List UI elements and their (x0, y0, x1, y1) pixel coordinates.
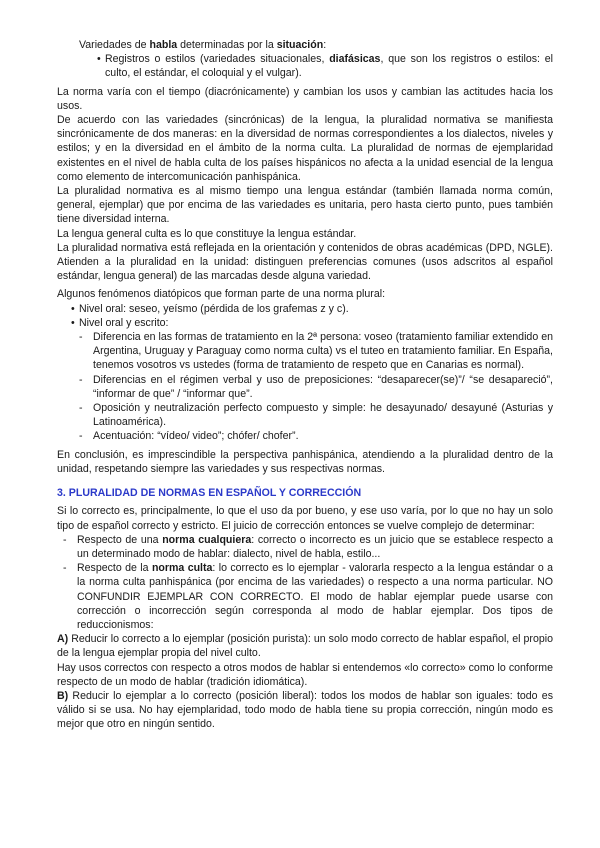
variedades-habla-line: Variedades de habla determinadas por la situación: (79, 39, 327, 51)
bullet-mark: • (97, 53, 101, 66)
list-item: - Diferencia en las formas de tratamiento en la 2ª persona: voseo (tratamiento familiar extendido en Argentina, Uruguay y Paraguay como norma culta) vs el tuteo en tratamiento familiar. En España, tenemos vosotros vs ustedes (forma de tratamiento de respeto que en Canarias es normal). (79, 331, 553, 372)
list-item: - Respecto de una norma cualquiera: correcto o incorrecto es un juicio que se establece respecto a un determinado modo de hablar: dialecto, nivel de habla, estilo... (63, 533, 553, 560)
paragraph: Hay usos correctos con respecto a otros modos de hablar si entendemos «lo correcto» como lo conforme respecto de un modo de hablar (tradición idiomática). (57, 661, 553, 688)
list-item: - Diferencias en el régimen verbal y uso de preposiciones: “desaparecer(se)”/ “se desapareció”, “informar de que” / “informar que”. (79, 373, 553, 400)
paragraph: La lengua general culta es lo que constituye la lengua estándar. (57, 227, 357, 240)
list-item: - Acentuación: “vídeo/ video”; chófer/ chofer”. (79, 430, 299, 443)
paragraph: La norma varía con el tiempo (diacrónicamente) y cambian los usos y cambian las actitudes hacia los usos. (57, 85, 553, 112)
paragraph: De acuerdo con las variedades (sincrónicas) de la lengua, la pluralidad normativa se manifiesta sincrónicamente de dos maneras: en la diversidad de normas correspondientes a los dialectos, niveles y estilos; y en la diversidad en el ámbito de la norma culta. La pluralidad de normas de ejemplaridad existentes en el nivel de habla culta de los países hispánicos no afecta a la unidad esencial de la lengua como elemento de intercomunicación panhispánica. (57, 114, 553, 183)
paragraph: Si lo correcto es, principalmente, lo que el uso da por bueno, y ese uso varía, por lo que no hay un solo tipo de español correcto y estricto. El juicio de corrección entonces se vuelve complejo de determinar: (57, 505, 553, 532)
list-item: • Nivel oral y escrito: (71, 316, 169, 329)
list-item: • Nivel oral: seseo, yeísmo (pérdida de los grafemas z y c). (71, 302, 349, 315)
paragraph: B) Reducir lo ejemplar a lo correcto (posición liberal): todos los modos de hablar son iguales: todo es válido si se usa. No hay ejemplaridad, todo modo de habla tiene su propia corrección, ningún modo es mejor que otro en ningún sentido. (57, 689, 553, 731)
document-page (57, 38, 553, 732)
list-item: - Respecto de la norma culta: lo correcto es lo ejemplar - valorarla respecto a la lengua estándar o a la norma culta panhispánica (por encima de las variedades) o respecto a una norma particular. NO CONFUNDIR EJEMPLAR CON CORRECTO. El modo de hablar ejemplar puede usarse con corrección o incorrección según corresponda al modo de hablar ejemplar. Dos tipos de reduccionismos: (63, 562, 554, 631)
section-heading: 3. PLURALIDAD DE NORMAS EN ESPAÑOL Y CORRECCIÓN (57, 487, 362, 500)
paragraph: La pluralidad normativa es al mismo tiempo una lengua estándar (también llamada norma común, general, ejemplar) que por encima de las variedades es unitaria, pero hasta cierto punto, pues también tiene diversidad interna. (57, 185, 553, 226)
paragraph: En conclusión, es imprescindible la perspectiva panhispánica, atendiendo a la pluralidad dentro de la unidad, respetando siempre las variedades y sus respectivas normas. (57, 448, 553, 475)
list-item: - Oposición y neutralización perfecto compuesto y simple: he desayunado/ desayuné (Asturias y Latinoamérica). (79, 402, 553, 429)
paragraph: Algunos fenómenos diatópicos que forman parte de una norma plural: (57, 288, 386, 301)
paragraph: A) Reducir lo correcto a lo ejemplar (posición purista): un solo modo correcto de hablar español, el propio de la lengua ejemplar propia del nivel culto. (57, 633, 553, 660)
paragraph: La pluralidad normativa está reflejada en la orientación y contenidos de obras académicas (DPD, NGLE). Atienden a la pluralidad en la unidad: distinguen preferencias comunes (usos adscritos al español estándar, lengua general) de las marcadas desde alguna variedad. (57, 241, 553, 283)
registros-bullet: • Registros o estilos (variedades situacionales, diafásicas, que son los registros o estilos: el culto, el estándar, el coloquial y el vulgar). (97, 53, 554, 80)
